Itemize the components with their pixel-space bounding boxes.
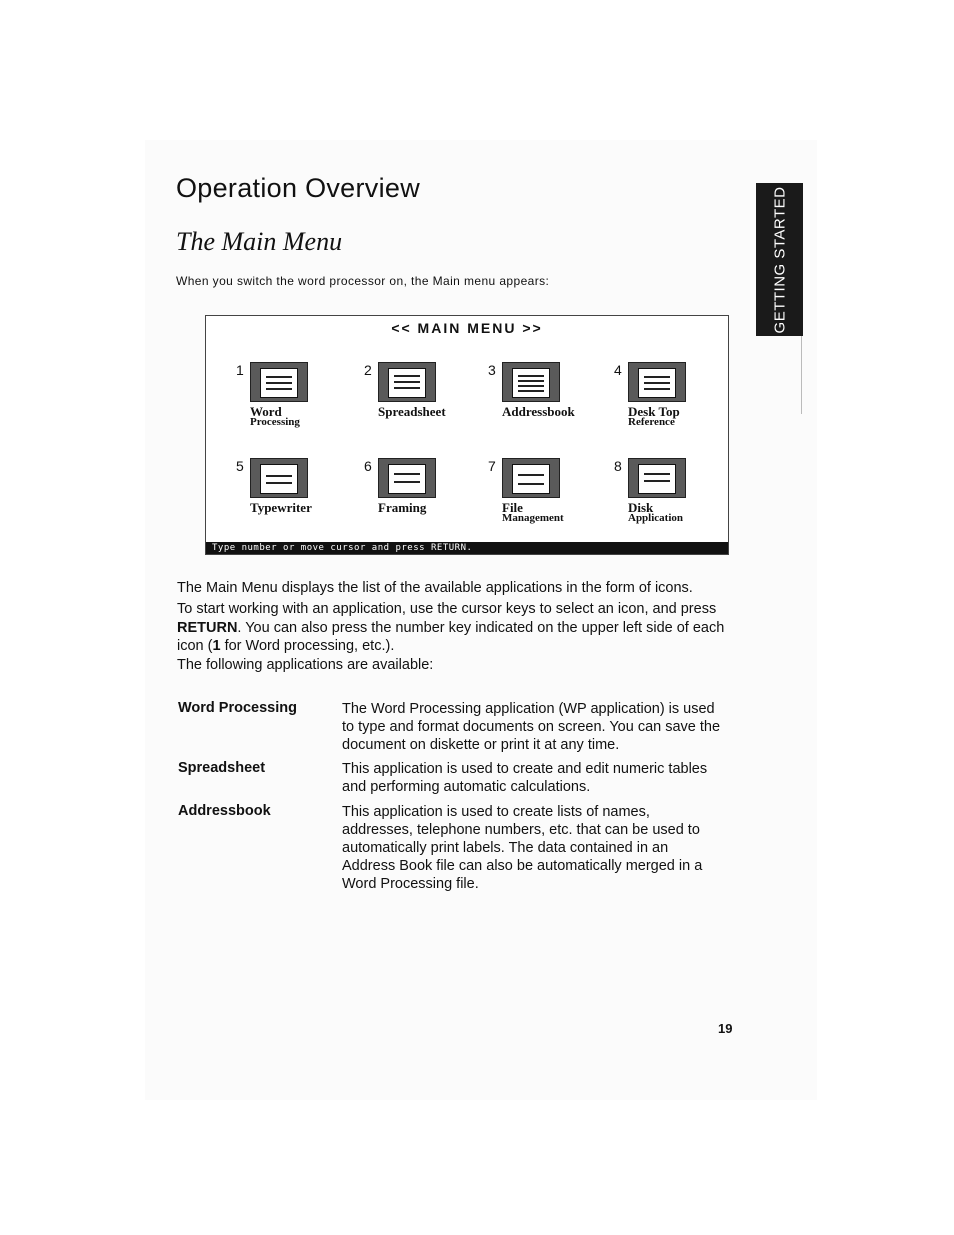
item-label: Desk Top [628,404,680,419]
page-number: 19 [718,1021,733,1036]
definition-addressbook: This application is used to create lists of names, addresses, telephone numbers, etc. that can be used to automatically print labels. The data contained in an Address Book file can also be automatically merged in a Word Processing file. [342,804,703,892]
item-sublabel: Application [628,512,684,524]
item-sublabel: Processing [250,416,300,428]
term-word-processing: Word Processing [178,700,297,716]
framing-icon [378,458,436,498]
item-number: 5 [236,458,244,474]
menu-item-desk-top-reference[interactable] [614,358,739,438]
folder-icon [502,458,560,498]
item-number: 4 [614,362,622,378]
menu-item-disk-application[interactable] [614,454,739,534]
paragraph-icons: The Main Menu displays the list of the available applications in the form of icons. [177,580,693,596]
menu-item-word-processing[interactable] [236,358,361,438]
main-menu-screen [205,315,729,555]
menu-item-typewriter[interactable] [236,454,361,534]
word-processing-icon [250,362,308,402]
term-spreadsheet: Spreadsheet [178,760,266,776]
addressbook-icon [502,362,560,402]
menu-status-bar: Type number or move cursor and press RETURN. [206,542,728,554]
term-addressbook: Addressbook [178,803,271,819]
item-sublabel: Management [502,512,564,524]
typewriter-icon [250,458,308,498]
item-number: 8 [614,458,622,474]
item-number: 3 [488,362,496,378]
menu-item-framing[interactable] [364,454,489,534]
item-sublabel: Reference [628,416,675,428]
item-label: Spreadsheet [378,404,446,419]
section-tab-label: GETTING STARTED [771,186,788,333]
menu-item-addressbook[interactable] [488,358,613,438]
section-heading: The Main Menu [176,227,343,256]
tab-rule [801,336,802,414]
item-label: Typewriter [250,500,312,515]
item-label: Word [250,404,282,419]
section-tab [756,183,803,336]
definition-word-processing: The Word Processing application (WP application) is used to type and format documents on screen. You can save the document on diskette or print it at any time. [342,701,721,753]
book-icon [628,362,686,402]
item-label: Disk [628,500,654,515]
paragraph-instructions: To start working with an application, use the cursor keys to select an icon, and press RETURN. You can also press the number key indicated on the upper left side of each icon (1 for Word processing, etc.). [177,601,725,654]
paragraph-available: The following applications are available: [177,657,434,673]
item-number: 7 [488,458,496,474]
item-label: Framing [378,500,427,515]
disk-icon [628,458,686,498]
item-number: 6 [364,458,372,474]
menu-title: << MAIN MENU >> [391,320,543,336]
item-number: 2 [364,362,372,378]
menu-item-file-management[interactable] [488,454,613,534]
spreadsheet-icon [378,362,436,402]
item-number: 1 [236,362,244,378]
definition-spreadsheet: This application is used to create and edit numeric tables and performing automatic calculations. [342,761,708,795]
item-label: File [502,500,523,515]
menu-item-spreadsheet[interactable] [364,358,489,438]
intro-text: When you switch the word processor on, the Main menu appears: [176,274,550,288]
item-label: Addressbook [502,404,575,419]
page-title: Operation Overview [176,173,420,203]
